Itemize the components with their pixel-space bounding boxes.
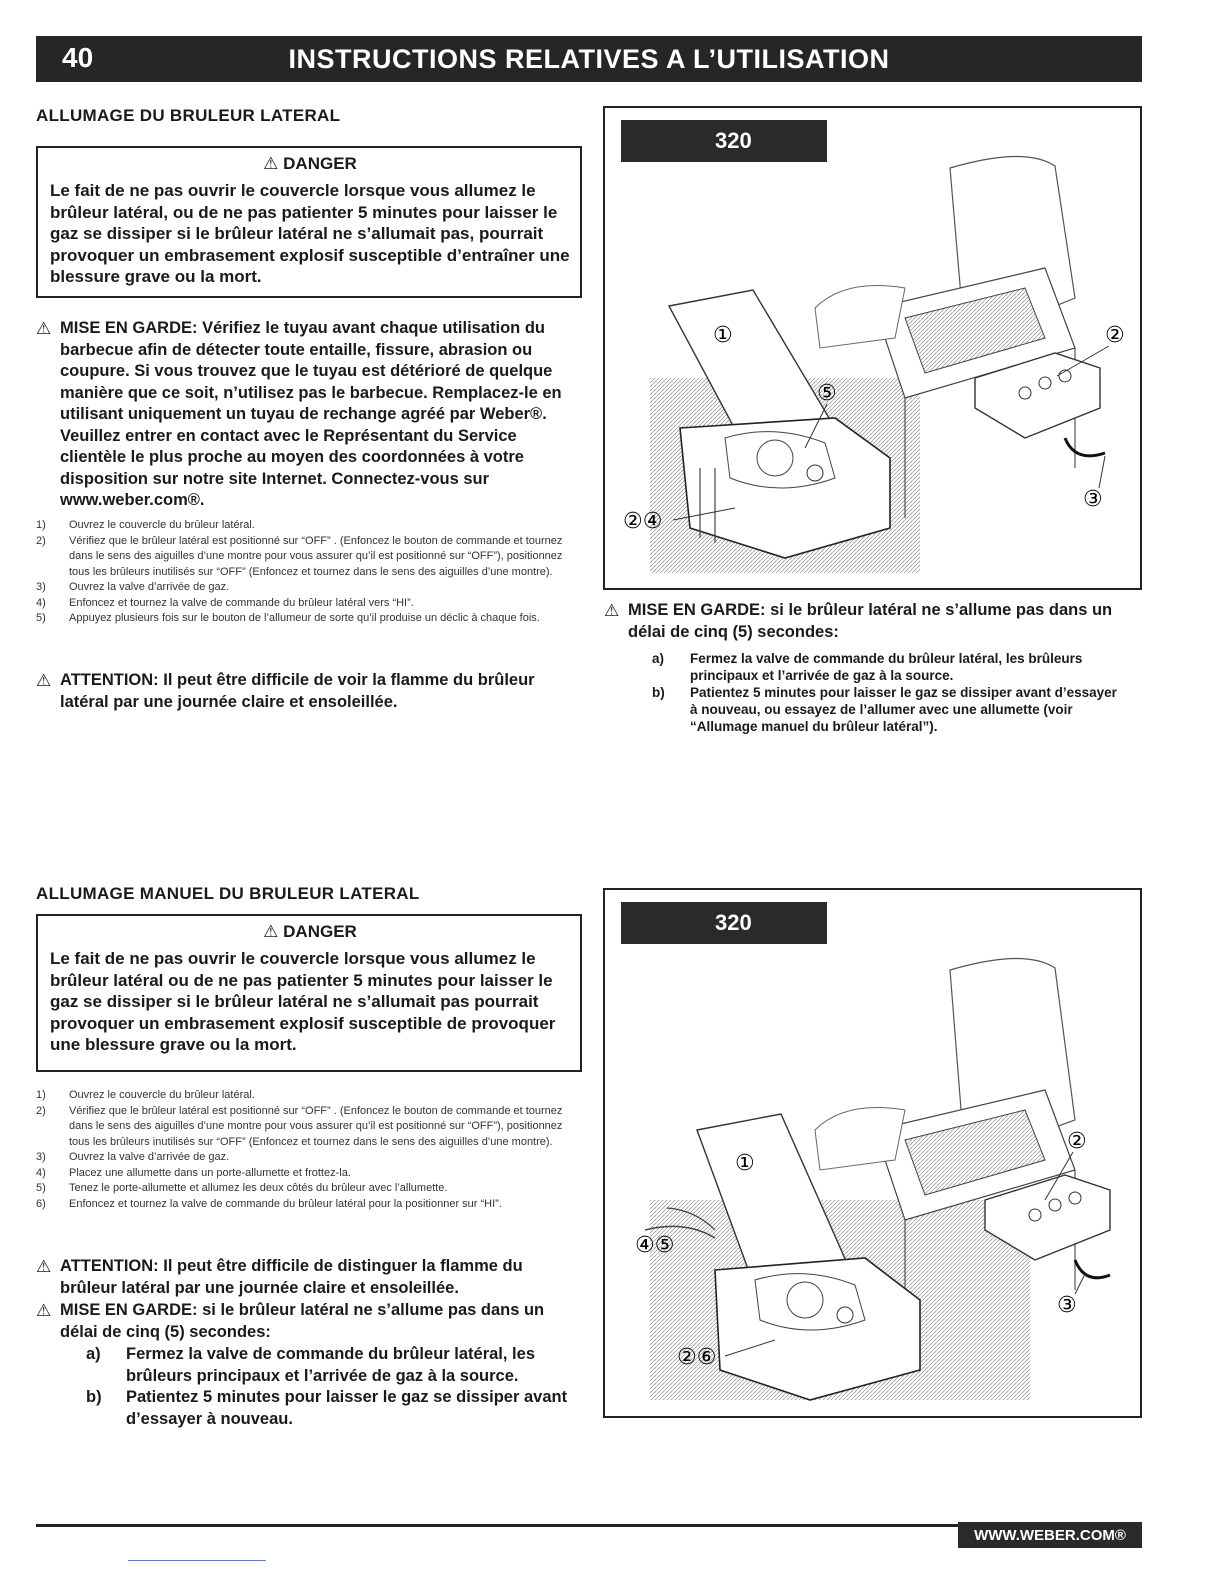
danger-text: Le fait de ne pas ouvrir le couvercle lorsque vous allumez le brûleur latéral ou de ne pas patienter 5 minutes pour laisser le gaz se dissiper si le brûleur latéral ne s’allumait pas pourrait provoquer un embrasement explosif susceptible de provoquer une blessure grave ou la mort.	[50, 949, 556, 1054]
step-item: 5) Tenez le porte-allumette et allumez les deux côtés du brûleur avec l’allumette.	[36, 1182, 448, 1194]
callout-1: ①	[735, 1151, 755, 1176]
side-burner-knob	[807, 465, 823, 481]
grill-illustration-2	[603, 888, 1142, 1418]
warning-icon: ⚠	[36, 1257, 52, 1276]
no-ignition-steps	[652, 650, 1122, 735]
step-item: 2) Vérifiez que le brûleur latéral est positionné sur “OFF” . (Enfoncez le bouton de commande et tournez dans le sens des aiguilles d’une montre pour vous assurer qu’il est positionné sur “OFF”), positionnez tous les brûleurs inutilisés sur “OFF” (Enfoncez et tournez dans le sens des aiguilles d’une montre).	[36, 1104, 563, 1148]
no-ignition-steps	[86, 1344, 576, 1430]
danger-title: ⚠ DANGER	[263, 154, 357, 173]
attention-note	[36, 1256, 584, 1299]
knob	[1039, 377, 1051, 389]
danger-title: ⚠ DANGER	[263, 922, 357, 941]
attention-text: ATTENTION: Il peut être difficile de voir la flamme du brûleur latéral par une journée claire et ensoleillée.	[60, 671, 535, 711]
grill-illustration-1	[603, 106, 1142, 590]
knob	[1029, 1209, 1041, 1221]
warning-icon: ⚠	[36, 671, 52, 690]
footer-url[interactable]: WWW.WEBER.COM®	[958, 1522, 1142, 1548]
sub-step-item: b) Patientez 5 minutes pour laisser le gaz se dissiper avant d’essayer à nouveau.	[86, 1388, 568, 1428]
sub-step-item: a) Fermez la valve de commande du brûleur latéral, les brûleurs principaux et l’arrivée de gaz à la source.	[652, 651, 1083, 683]
callout-3: ③	[1083, 487, 1103, 512]
callout-2: ②	[1067, 1129, 1087, 1154]
side-table	[815, 286, 905, 349]
burner-ring	[757, 440, 793, 476]
step-item: 2) Vérifiez que le brûleur latéral est positionné sur “OFF” . (Enfoncez le bouton de commande et tournez dans le sens des aiguilles d’une montre pour vous assurer qu’il est positionné sur “OFF”), positionnez tous les brûleurs inutilisés sur “OFF” (Enfoncez et tournez dans le sens des aiguilles d’une montre).	[36, 534, 563, 578]
section-heading-manual-lighting: ALLUMAGE MANUEL DU BRULEUR LATERAL	[36, 884, 420, 903]
sub-step-item: a) Fermez la valve de commande du brûleur latéral, les brûleurs principaux et l’arrivée de gaz à la source.	[86, 1345, 535, 1385]
step-item: 1) Ouvrez le couvercle du brûleur latéral.	[36, 1089, 255, 1101]
gas-hose	[1075, 1260, 1110, 1278]
step-item: 4) Placez une allumette dans un porte-allumette et frottez-la.	[36, 1166, 351, 1179]
step-item: 3) Ouvrez la valve d’arrivée de gaz.	[36, 1151, 230, 1163]
step-item: 1) Ouvrez le couvercle du brûleur latéral.	[36, 519, 255, 531]
caution-hose-check	[36, 318, 584, 512]
caution-no-ignition-text: MISE EN GARDE: si le brûleur latéral ne s’allume pas dans un délai de cinq (5) secondes:	[60, 1301, 545, 1341]
callout-2-4: ②④	[623, 509, 663, 534]
side-table	[815, 1108, 905, 1171]
grill-drawing	[605, 108, 1142, 590]
step-item: 3) Ouvrez la valve d’arrivée de gaz.	[36, 581, 230, 593]
caution-no-ignition	[604, 600, 1142, 643]
steps-list	[36, 1088, 576, 1212]
side-burner-knob	[837, 1307, 853, 1323]
steps-list	[36, 518, 576, 627]
callout-2-6: ②⑥	[677, 1345, 717, 1370]
danger-text: Le fait de ne pas ouvrir le couvercle lorsque vous allumez le brûleur latéral, ou de ne pas patienter 5 minutes pour laisser le gaz se dissiper si le brûleur latéral ne s’allumait pas, pourrait provoquer un embrasement explosif susceptible d’entraîner une blessure grave ou la mort.	[50, 181, 570, 286]
section-heading-side-burner: ALLUMAGE DU BRULEUR LATERAL	[36, 106, 341, 125]
warning-icon: ⚠	[36, 319, 52, 338]
gas-hose	[1065, 438, 1105, 456]
caution-hose-text: MISE EN GARDE: Vérifiez le tuyau avant chaque utilisation du barbecue afin de détecter toute entaille, fissure, abrasion ou coupure. Si vous trouvez que le tuyau est détérioré de quelque manière que ce soit, n’utilisez pas le barbecue. Remplacez-le en utilisant uniquement un tuyau de rechange agréé par Weber®. Veuillez entrer en contact avec le Représentant du Service clientèle le plus proche au moyen des coordonnées à votre disposition sur notre site Internet. Connectez-vous sur www.weber.com®.	[60, 319, 562, 509]
danger-box	[36, 146, 582, 298]
knob	[1019, 387, 1031, 399]
grill-drawing	[605, 890, 1142, 1418]
step-item: 4) Enfoncez et tournez la valve de commande du brûleur latéral vers “HI”.	[36, 596, 414, 609]
danger-box	[36, 914, 582, 1072]
knob	[1069, 1192, 1081, 1204]
page-title: INSTRUCTIONS RELATIVES A L’UTILISATION	[288, 44, 890, 74]
scan-artifact-line	[128, 1560, 266, 1561]
model-label: 320	[621, 120, 827, 162]
step-item: 6) Enfoncez et tournez la valve de commande du brûleur latéral pour la positionner sur “HI”.	[36, 1197, 502, 1210]
callout-2: ②	[1105, 323, 1125, 348]
callout-3: ③	[1057, 1293, 1077, 1318]
callout-5: ⑤	[817, 381, 837, 406]
attention-text: ATTENTION: Il peut être difficile de distinguer la flamme du brûleur latéral par une journée claire et ensoleillée.	[60, 1257, 523, 1297]
warning-icon: ⚠	[604, 601, 620, 620]
burner-ring	[787, 1282, 823, 1318]
knob	[1049, 1199, 1061, 1211]
callout-4-5: ④⑤	[635, 1233, 675, 1258]
caution-no-ignition-text: MISE EN GARDE: si le brûleur latéral ne s’allume pas dans un délai de cinq (5) secondes:	[628, 601, 1113, 641]
page-number: 40	[62, 42, 94, 73]
callout-1: ①	[713, 323, 733, 348]
warning-icon: ⚠	[36, 1301, 52, 1320]
step-item: 5) Appuyez plusieurs fois sur le bouton de l’allumeur de sorte qu’il produise un déclic à chaque fois.	[36, 612, 540, 624]
model-label: 320	[621, 902, 827, 944]
attention-note	[36, 670, 584, 713]
sub-step-item: b) Patientez 5 minutes pour laisser le gaz se dissiper avant d’essayer à nouveau, ou essayez de l’allumer avec une allumette (voir “Allumage manuel du brûleur latéral”).	[652, 685, 1117, 734]
caution-no-ignition	[36, 1300, 584, 1343]
page-header	[36, 36, 1142, 82]
